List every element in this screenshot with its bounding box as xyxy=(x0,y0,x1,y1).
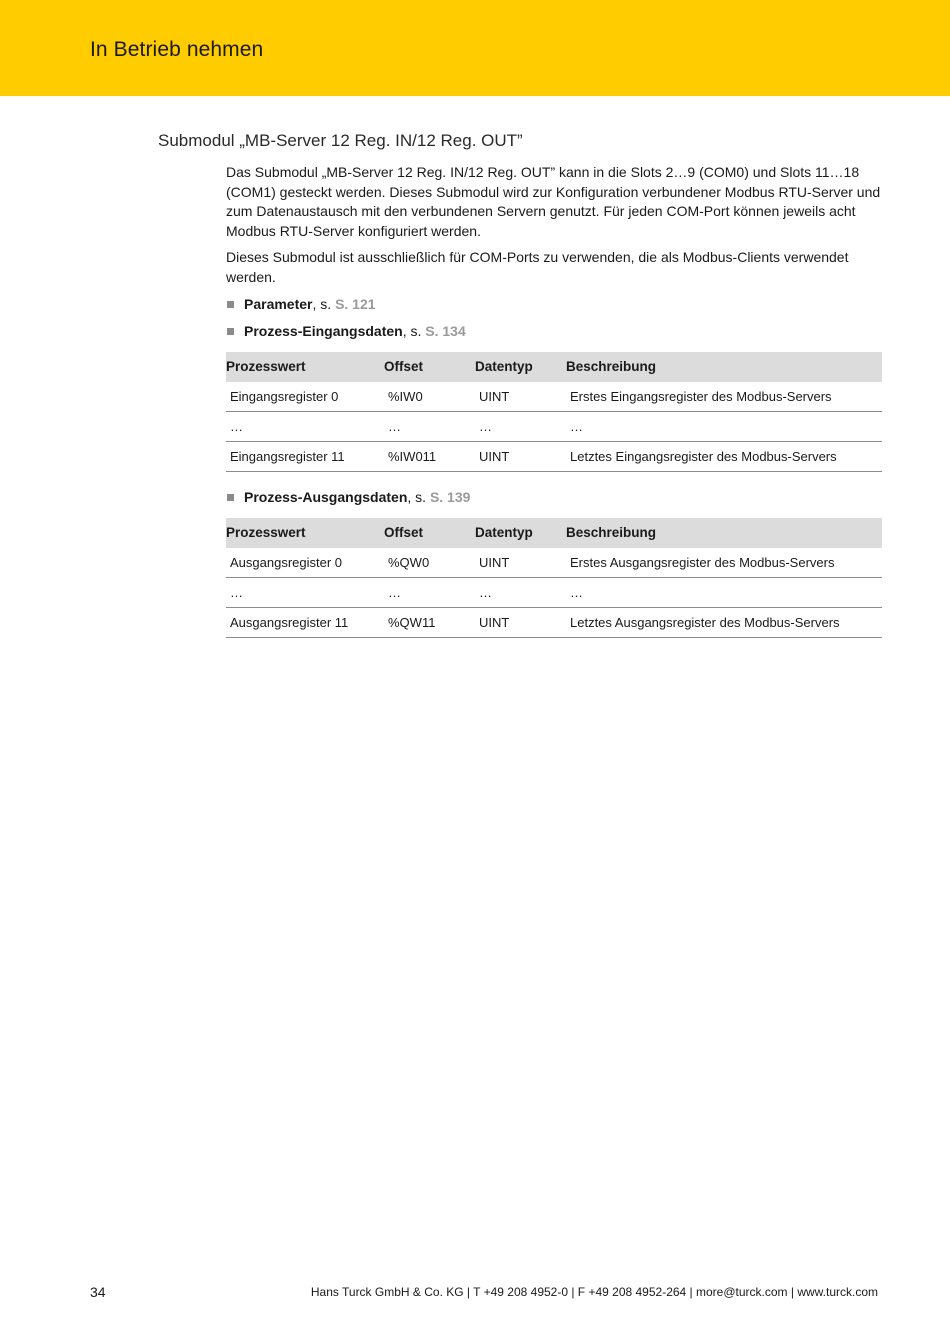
cell-description: Letztes Eingangsregister des Modbus-Servers xyxy=(566,442,882,472)
output-data-table xyxy=(226,518,882,638)
cell-datatype: UINT xyxy=(475,548,566,578)
cell-process-value: Ausgangsregister 0 xyxy=(226,548,384,578)
header-datatype: Datentyp xyxy=(475,352,566,382)
bullet-square-icon xyxy=(227,301,234,308)
main-content xyxy=(226,163,882,638)
cell-offset: … xyxy=(384,578,475,608)
bullet-square-icon xyxy=(227,494,234,501)
bullet-square-icon xyxy=(227,328,234,335)
cell-datatype: … xyxy=(475,578,566,608)
cell-process-value: Ausgangsregister 11 xyxy=(226,608,384,638)
bullet-separator: , s. xyxy=(402,323,426,339)
cell-offset: %IW0 xyxy=(384,382,475,412)
bullet-input-data xyxy=(226,322,882,349)
header-offset: Offset xyxy=(384,518,475,548)
chapter-title: In Betrieb nehmen xyxy=(90,38,264,61)
header-offset: Offset xyxy=(384,352,475,382)
section-title: Submodul „MB-Server 12 Reg. IN/12 Reg. OUT” xyxy=(158,131,523,150)
header-datatype: Datentyp xyxy=(475,518,566,548)
table-row xyxy=(226,548,882,578)
cell-process-value: Eingangsregister 11 xyxy=(226,442,384,472)
footer-company-info: Hans Turck GmbH & Co. KG | T +49 208 4952-0 | F +49 208 4952-264 | more@turck.com | www.turck.com xyxy=(310,1285,878,1299)
header-process-value: Prozesswert xyxy=(226,518,384,548)
bullet-label: Prozess-Eingangsdaten xyxy=(244,323,403,339)
cell-offset: %QW0 xyxy=(384,548,475,578)
cell-description: Erstes Eingangsregister des Modbus-Servers xyxy=(566,382,882,412)
cell-description: Letztes Ausgangsregister des Modbus-Servers xyxy=(566,608,882,638)
cell-datatype: … xyxy=(475,412,566,442)
table-header-row xyxy=(226,352,882,382)
cell-offset: %IW011 xyxy=(384,442,475,472)
cell-datatype: UINT xyxy=(475,442,566,472)
intro-paragraph: Das Submodul „MB-Server 12 Reg. IN/12 Reg. OUT” kann in die Slots 2…9 (COM0) und Slots 11…18 (COM1) gesteckt werden. Dieses Submodul wird zur Konfiguration verbundener Modbus RTU-Server und zum Datenaustausch mit den verbundenen Servern genutzt. Für jeden COM-Port können jeweils acht Modbus RTU-Server konfiguriert werden. xyxy=(226,164,881,239)
table-row xyxy=(226,608,882,638)
cell-datatype: UINT xyxy=(475,608,566,638)
page-reference-link[interactable]: S. 139 xyxy=(429,489,471,505)
table-header-row xyxy=(226,518,882,548)
cell-process-value: Eingangsregister 0 xyxy=(226,382,384,412)
cell-process-value: … xyxy=(226,578,384,608)
cell-process-value: … xyxy=(226,412,384,442)
usage-paragraph: Dieses Submodul ist ausschließlich für COM-Ports zu verwenden, die als Modbus-Clients verwendet werden. xyxy=(226,249,849,285)
bullet-separator: , s. xyxy=(312,296,336,312)
bullet-output-data xyxy=(226,488,882,515)
cell-description: … xyxy=(566,412,882,442)
page-number: 34 xyxy=(90,1284,106,1300)
table-row xyxy=(226,578,882,608)
page-reference-link[interactable]: S. 121 xyxy=(335,296,376,312)
table-row xyxy=(226,382,882,412)
header-process-value: Prozesswert xyxy=(226,352,384,382)
table-row xyxy=(226,442,882,472)
cell-offset: %QW11 xyxy=(384,608,475,638)
header-description: Beschreibung xyxy=(566,518,882,548)
bullet-parameter xyxy=(226,295,882,322)
header-description: Beschreibung xyxy=(566,352,882,382)
cell-description: Erstes Ausgangsregister des Modbus-Servers xyxy=(566,548,882,578)
cell-offset: … xyxy=(384,412,475,442)
cell-datatype: UINT xyxy=(475,382,566,412)
bullet-label: Parameter xyxy=(244,296,313,312)
bullet-label: Prozess-Ausgangsdaten xyxy=(244,489,408,505)
input-data-table xyxy=(226,352,882,472)
bullet-separator: , s. xyxy=(407,489,430,505)
cell-description: … xyxy=(566,578,882,608)
page-reference-link[interactable]: S. 134 xyxy=(425,323,466,339)
table-row xyxy=(226,412,882,442)
